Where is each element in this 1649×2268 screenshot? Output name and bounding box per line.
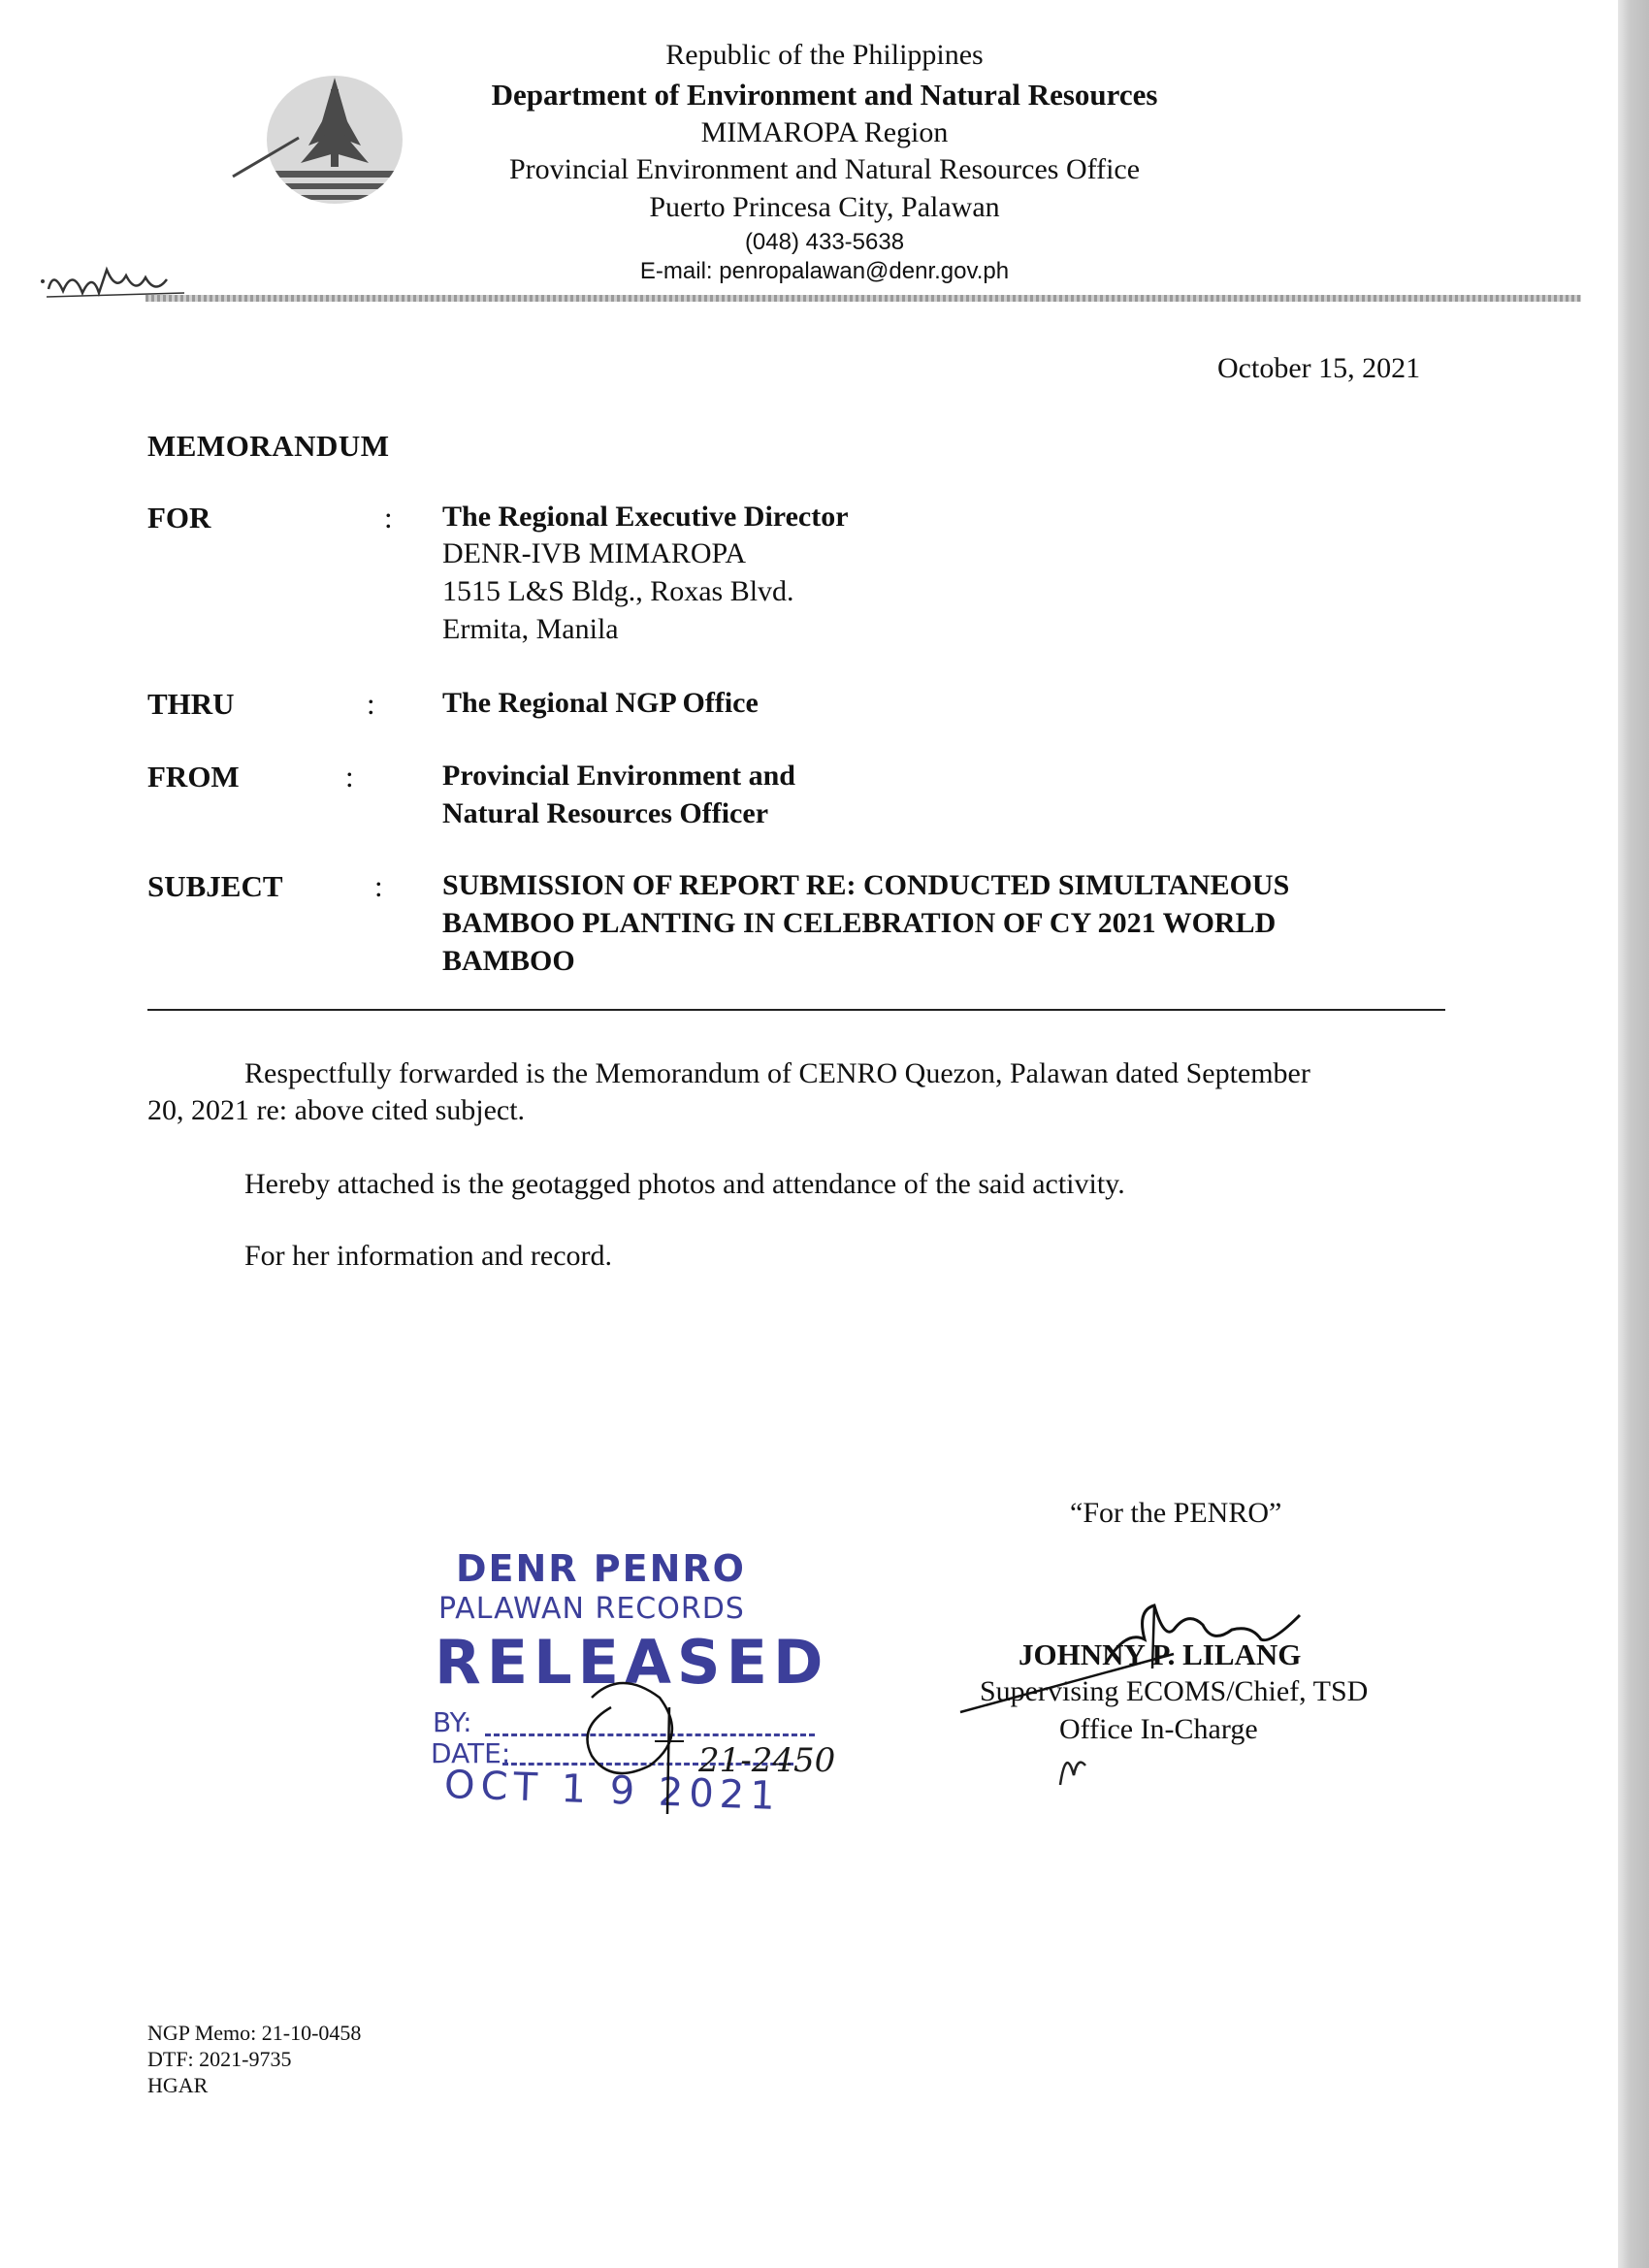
stamp-date-value: OCT 1 9 2021 — [443, 1762, 782, 1820]
letterhead-city: Puerto Princesa City, Palawan — [649, 191, 1000, 223]
letterhead-office: Provincial Environment and Natural Resources Office — [508, 153, 1141, 185]
released-stamp — [427, 1547, 892, 1838]
signatory-name: JOHNNY P. LILANG — [1018, 1637, 1302, 1671]
subject-line-3: BAMBOO — [442, 945, 575, 977]
memo-date: October 15, 2021 — [1217, 352, 1421, 384]
footer-dtf: DTF: 2021-9735 — [147, 2047, 292, 2071]
stamp-by-label: BY: — [433, 1706, 472, 1738]
subject-divider — [147, 1009, 1445, 1011]
for-line-4: Ermita, Manila — [442, 613, 619, 645]
subject-label: SUBJECT — [147, 869, 283, 903]
for-colon: : — [384, 501, 393, 535]
header-divider — [146, 295, 1581, 302]
footer-ngp-memo: NGP Memo: 21-10-0458 — [147, 2021, 362, 2045]
body-paragraph-1-line-1: Respectfully forwarded is the Memorandum of CENRO Quezon, Palawan dated September — [244, 1057, 1310, 1089]
for-the-penro: “For the PENRO” — [1070, 1497, 1282, 1529]
subject-line-2: BAMBOO PLANTING IN CELEBRATION OF CY 2021 WORLD — [442, 907, 1277, 939]
letterhead-email: E-mail: penropalawan@denr.gov.ph — [639, 258, 1010, 284]
from-line-1: Provincial Environment and — [442, 760, 795, 792]
for-line-1: The Regional Executive Director — [442, 501, 849, 533]
for-label: FOR — [147, 501, 211, 535]
for-line-3: 1515 L&S Bldg., Roxas Blvd. — [442, 575, 794, 607]
handwritten-initial-icon — [1052, 1736, 1091, 1790]
scan-page-edge — [1618, 0, 1649, 2268]
signatory-office: Office In-Charge — [1059, 1713, 1258, 1745]
for-line-2: DENR-IVB MIMAROPA — [442, 537, 747, 569]
stamp-office: DENR PENRO — [456, 1547, 746, 1590]
stamp-released: RELEASED — [435, 1627, 829, 1698]
stamp-reference-number: 21-2450 — [698, 1741, 836, 1780]
stamp-date-label: DATE: — [431, 1737, 511, 1769]
letterhead-department: Department of Environment and Natural Resources — [491, 78, 1158, 112]
subject-line-1: SUBMISSION OF REPORT RE: CONDUCTED SIMULTANEOUS — [442, 869, 1290, 901]
footer-initials: HGAR — [147, 2073, 209, 2097]
thru-colon: : — [367, 687, 375, 721]
subject-colon: : — [374, 869, 383, 903]
body-paragraph-2: Hereby attached is the geotagged photos and attendance of the said activity. — [244, 1168, 1125, 1200]
from-label: FROM — [147, 760, 240, 794]
letterhead-region: MIMAROPA Region — [700, 116, 949, 148]
body-paragraph-1-line-2: 20, 2021 re: above cited subject. — [147, 1094, 526, 1126]
thru-label: THRU — [147, 687, 235, 721]
thru-value: The Regional NGP Office — [442, 687, 759, 719]
stamp-records: PALAWAN RECORDS — [438, 1592, 745, 1626]
memo-heading: MEMORANDUM — [147, 429, 390, 463]
signatory-title: Supervising ECOMS/Chief, TSD — [980, 1675, 1369, 1707]
letterhead-republic: Republic of the Philippines — [665, 39, 984, 71]
from-line-2: Natural Resources Officer — [442, 797, 769, 829]
from-colon: : — [345, 760, 354, 794]
body-paragraph-3: For her information and record. — [244, 1240, 613, 1272]
letterhead-phone: (048) 433-5638 — [744, 229, 905, 255]
